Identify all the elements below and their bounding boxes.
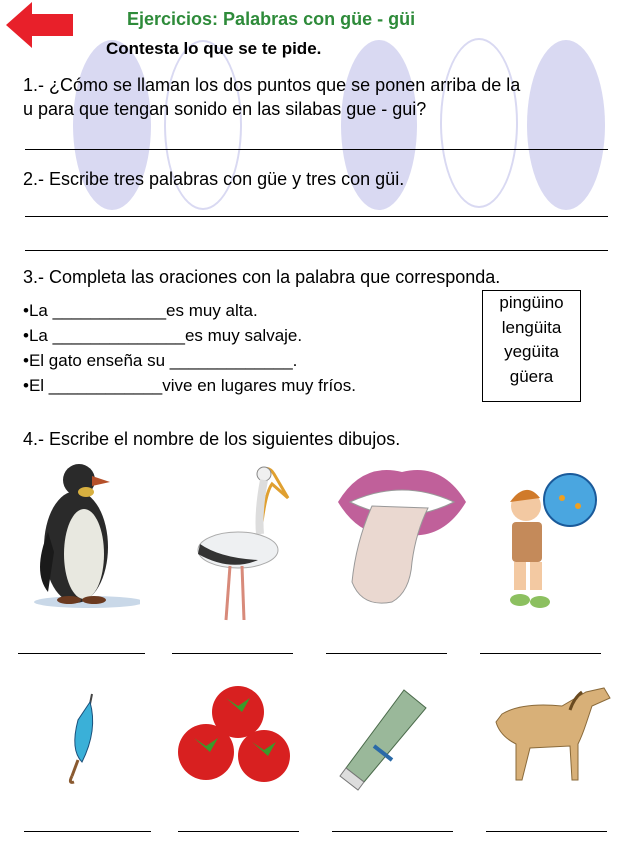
answer-line[interactable] — [25, 216, 608, 217]
question-2: 2.- Escribe tres palabras con güe y tres con güi. — [23, 169, 405, 189]
question-1-line-2: u para que tengan sonido en las silabas gue - gui? — [23, 99, 427, 119]
question-4: 4.- Escribe el nombre de los siguientes dibujos. — [23, 429, 401, 449]
word-bank-item: pingüino — [499, 293, 564, 312]
answer-line[interactable] — [326, 653, 447, 654]
penguin-image — [14, 462, 140, 610]
umbrella-image — [60, 690, 100, 786]
answer-line[interactable] — [178, 831, 299, 832]
ointment-tube-image — [334, 686, 430, 796]
word-bank-item: yegüita — [504, 342, 559, 361]
tongue-image — [332, 462, 472, 612]
tomatoes-image — [176, 684, 292, 784]
sentence-3: •El gato enseña su _____________. — [23, 351, 298, 370]
word-bank-item: güera — [509, 366, 554, 386]
question-1-line-1: 1.- ¿Cómo se llaman los dos puntos que se ponen arriba de la — [23, 75, 521, 95]
sentence-2: •La ______________es muy salvaje. — [23, 326, 303, 345]
answer-line[interactable] — [332, 831, 453, 832]
sentence-1: •La ____________es muy alta. — [23, 301, 258, 320]
back-arrow-icon[interactable] — [6, 2, 74, 48]
sentence-4: •El ____________vive en lugares muy fríos. — [23, 376, 356, 395]
page-title: Ejercicios: Palabras con güe - güi — [127, 9, 416, 29]
stork-image — [180, 462, 292, 626]
horse-image — [482, 684, 616, 784]
answer-line[interactable] — [480, 653, 601, 654]
background-ellipse — [527, 40, 605, 210]
boy-fishbowl-image — [500, 462, 606, 610]
answer-line[interactable] — [486, 831, 607, 832]
answer-line[interactable] — [25, 250, 608, 251]
word-bank — [482, 290, 581, 402]
instruction: Contesta lo que se te pide. — [106, 39, 322, 58]
answer-line[interactable] — [18, 653, 145, 654]
question-3: 3.- Completa las oraciones con la palabra que corresponda. — [23, 267, 501, 287]
answer-line[interactable] — [24, 831, 151, 832]
word-bank-item: lengüita — [501, 317, 562, 337]
answer-line[interactable] — [172, 653, 293, 654]
background-ellipse — [440, 38, 518, 208]
answer-line[interactable] — [25, 149, 608, 150]
